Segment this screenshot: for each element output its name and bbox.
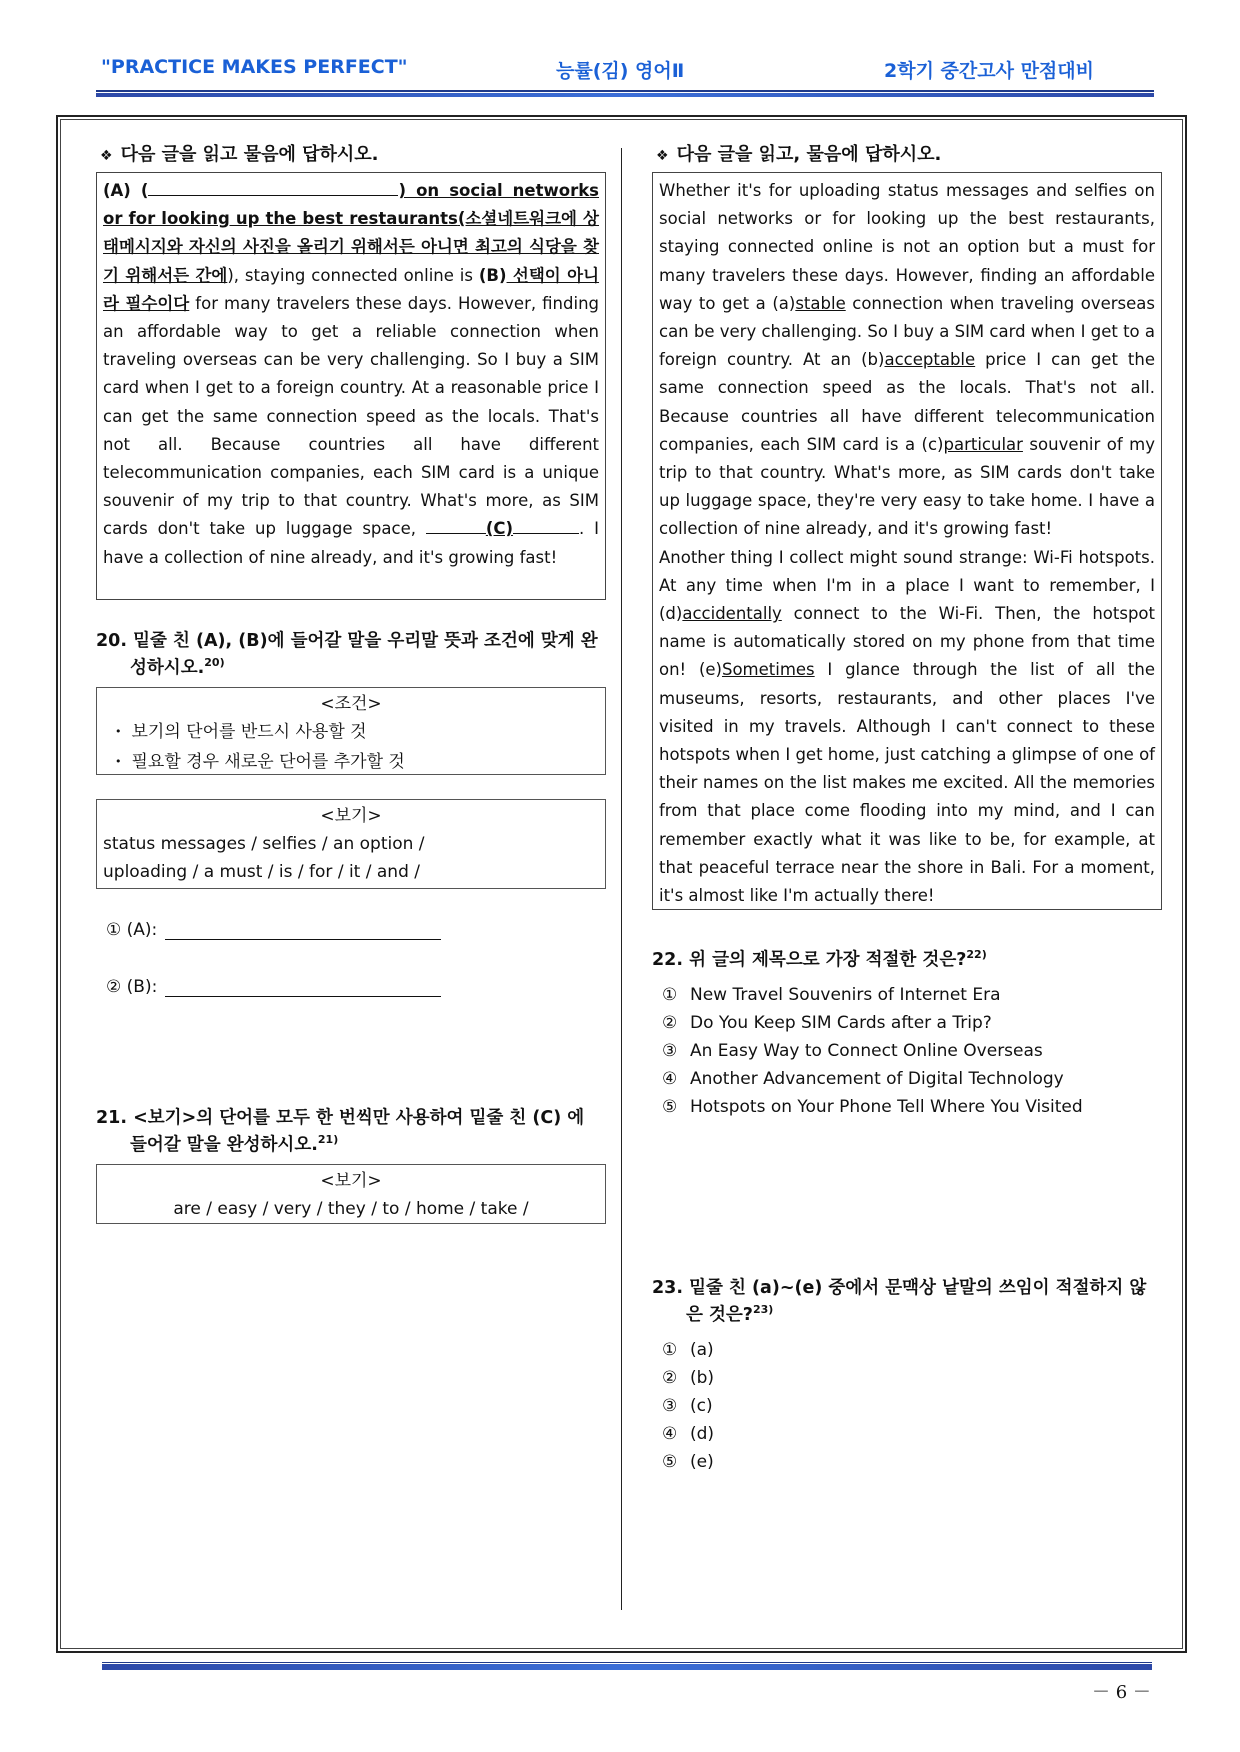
option-1[interactable]: ① New Travel Souvenirs of Internet Era [662, 984, 1001, 1005]
underlined-word-c: particular [943, 434, 1023, 454]
option-1[interactable]: ① (a) [662, 1339, 714, 1360]
mark-a: (a) [772, 293, 796, 313]
question-number: 21. [96, 1107, 128, 1128]
left-passage-box [96, 172, 606, 600]
passage-text: price I can get the same connection speed as the locals. That's not all. Because countries all have different telecommunication companies, each SIM card is a [659, 350, 1156, 454]
question-text: 위 글의 제목으로 가장 적절한 것은? [689, 949, 967, 970]
options-23 [652, 1336, 1162, 1476]
header-textbook: 능률(김) 영어Ⅱ [556, 60, 685, 82]
answer-line-a [96, 919, 606, 940]
options-22 [652, 981, 1162, 1121]
word-box-20 [96, 799, 606, 889]
passage-text: connect to the Wi-Fi. Then, the hotspot name is automatically stored on my phone from that time on! [659, 604, 1155, 680]
question-text: <보기>의 단어를 모두 한 번씩만 사용하여 밑줄 친 (C) 에 들어갈 말을 완성하시오. [130, 1107, 585, 1155]
passage-label-c: (C) [485, 519, 514, 539]
answer-blank-b[interactable] [165, 976, 441, 997]
passage-text: souvenir of my trip to that country. What's more, as SIM cards don't take up luggage space, they're very easy to take home. I have a collection of nine already, and it's growing fast! [659, 434, 1156, 539]
question-ref: 22) [966, 948, 987, 961]
answer-label-b: ② (B): [106, 976, 158, 997]
conditions-title: <조건> [320, 693, 382, 714]
option-2[interactable]: ② Do You Keep SIM Cards after a Trip? [662, 1012, 992, 1033]
passage-text: Whether it's for uploading status messages and selfies on social networks or for looking up the best restaurants, staying connected online is not an option but a must for many travelers these days. However, finding an affordable way to get a [659, 181, 1155, 313]
question-text: 밑줄 친 (A), (B)에 들어갈 말을 우리말 뜻과 조건에 맞게 완성하시오. [130, 631, 598, 678]
underlined-word-e: Sometimes [721, 660, 815, 680]
option-5[interactable]: ⑤ (e) [662, 1451, 714, 1472]
word-box-line: are / easy / very / they / to / home / take / [173, 1198, 529, 1219]
footer-rule [102, 1664, 1152, 1670]
question-20 [96, 630, 606, 679]
passage-text: connection when traveling overseas can be very challenging. So I buy a SIM card when I get to a foreign country. At an [659, 293, 1155, 370]
underlined-word-a: stable [795, 293, 846, 313]
passage-label-b: (B) [478, 265, 507, 285]
page-number: － 6 － [1092, 1682, 1151, 1703]
word-box-21 [96, 1164, 606, 1224]
blank-c-right [513, 533, 579, 534]
underlined-word-d: accidentally [682, 604, 782, 624]
option-3[interactable]: ③ An Easy Way to Connect Online Overseas [662, 1040, 1043, 1061]
option-2[interactable]: ② (b) [662, 1367, 715, 1388]
header-left-title: "PRACTICE MAKES PERFECT" [101, 56, 408, 78]
word-box-line: status messages / selfies / an option / [103, 833, 425, 854]
left-instruction: ❖ 다음 글을 읽고 물음에 답하시오. [100, 144, 379, 165]
option-5[interactable]: ⑤ Hotspots on Your Phone Tell Where You Visited [662, 1096, 1083, 1117]
passage-text: Another thing I collect might sound strange: Wi-Fi hotspots. At any time when I'm in a place I want to remember, I [659, 547, 1155, 595]
right-instruction: ❖ 다음 글을 읽고, 물음에 답하시오. [656, 144, 942, 165]
footer-rule-thin [102, 1662, 1152, 1663]
mark-b: (b) [861, 350, 885, 370]
passage-label-a: (A) ( [103, 181, 149, 200]
diamond-bullet-icon: ❖ [656, 148, 669, 164]
answer-blank-a[interactable] [165, 919, 441, 940]
word-box-title: <보기> [320, 1170, 382, 1191]
column-divider [621, 148, 622, 1610]
conditions-box [96, 687, 606, 775]
option-3[interactable]: ③ (c) [662, 1395, 713, 1416]
question-text: 밑줄 친 (a)~(e) 중에서 문맥상 낱말의 쓰임이 적절하지 않은 것은? [686, 1277, 1147, 1325]
blank-a [148, 195, 398, 196]
question-ref: 21) [317, 1132, 339, 1146]
passage-underlined-a: ) on social networks or for looking up the best restaurants [103, 181, 600, 229]
passage-text-3: . I have a collection of nine already, and it's growing fast! [103, 519, 599, 567]
question-ref: 20) [204, 656, 225, 669]
blank-c-left [426, 533, 486, 534]
option-4[interactable]: ④ Another Advancement of Digital Technology [662, 1068, 1064, 1089]
header-rule [96, 93, 1154, 97]
underlined-word-b: acceptable [884, 350, 976, 370]
passage-korean-b: 선택이 아니라 필수이다 [103, 265, 600, 313]
word-box-title: <보기> [320, 805, 382, 826]
passage-text: I glance through the list of all the museums, resorts, restaurants, and other places I've visited in my travels. Although I can't connect to these hotspots when I get home, just catching a glimpse of one of their names on the list makes me excited. All the memories from that place come flooding into my mind, and I can remember exactly what it was like to be, for example, at that peaceful terrace near the shore in Bali. For a moment, it's almost like I'm actually there! [659, 660, 1155, 906]
right-passage-box [652, 172, 1162, 910]
option-4[interactable]: ④ (d) [662, 1423, 715, 1444]
condition-item: • 보기의 단어를 반드시 사용할 것 [115, 718, 599, 748]
question-21 [96, 1107, 606, 1156]
question-23 [652, 1277, 1162, 1326]
header-exam-title: 2학기 중간고사 만점대비 [884, 60, 1094, 82]
word-box-line: uploading / a must / is / for / it / and / [103, 861, 420, 882]
mark-d: (d) [659, 604, 683, 624]
passage-text-1: ), staying connected online is [227, 265, 479, 285]
question-number: 20. [96, 631, 128, 651]
question-number: 22. [652, 949, 684, 970]
passage-text-2: for many travelers these days. However, finding an affordable way to get a reliable connection when traveling overseas can be very challenging. So I buy a SIM card when I get to a foreign country. At a reasonable price I can get the same connection speed as the locals. That's not all. Because countries all have different telecommunication companies, each SIM card is a unique souvenir of my trip to that country. What's more, as SIM cards don't take up luggage space, [103, 293, 599, 539]
right-column [652, 140, 1162, 1476]
question-number: 23. [652, 1277, 684, 1298]
question-22 [652, 944, 1162, 971]
header-rule-thin [96, 90, 1154, 92]
left-column [96, 140, 606, 1224]
passage-korean-a: (소셜네트워크에 상태메시지와 자신의 사진을 올리기 위해서든 아니면 최고의 식당을 찾기 위해서든 간에 [103, 209, 599, 285]
answer-line-b [96, 976, 606, 997]
mark-e: (e) [698, 660, 722, 680]
mark-c: (c) [921, 434, 944, 454]
diamond-bullet-icon: ❖ [100, 148, 113, 164]
question-ref: 23) [752, 1302, 774, 1316]
answer-label-a: ① (A): [106, 919, 158, 940]
condition-item: • 필요할 경우 새로운 단어를 추가할 것 [115, 748, 599, 778]
